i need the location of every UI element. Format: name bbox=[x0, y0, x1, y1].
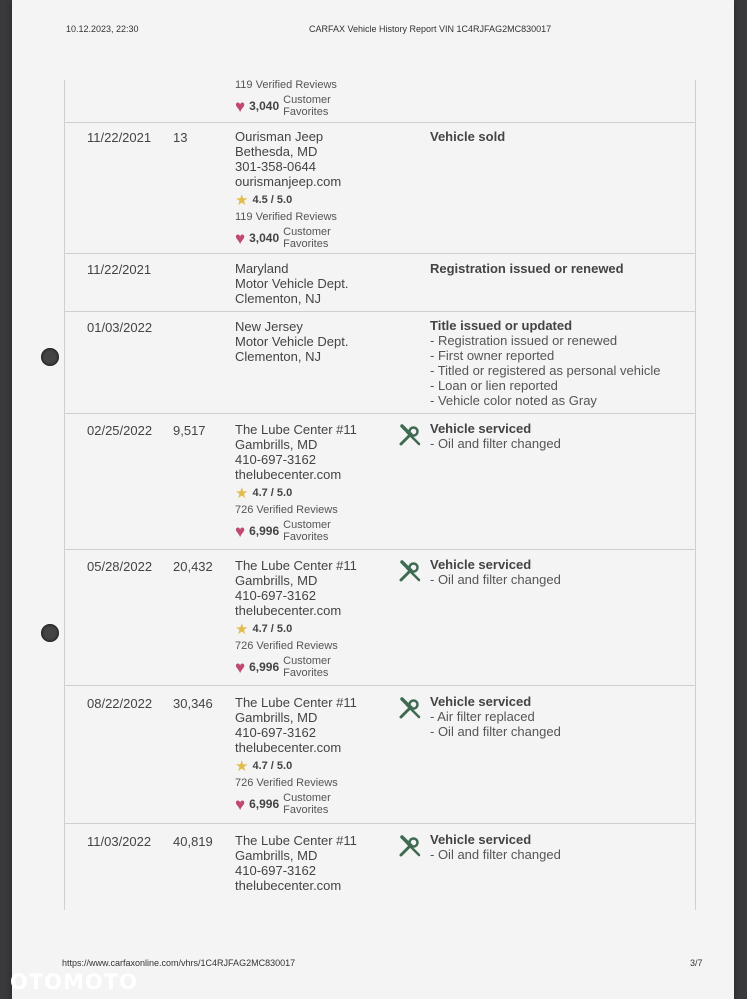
footer-url: https://www.carfaxonline.com/vhrs/1C4RJFAG2MC830017 bbox=[62, 958, 296, 968]
table-row bbox=[65, 122, 695, 254]
event-title: Title issued or updated bbox=[430, 318, 573, 333]
report-title: CARFAX Vehicle History Report VIN 1C4RJFAG2MC830017 bbox=[309, 24, 552, 34]
table-row-fragment bbox=[65, 80, 695, 123]
customer-favorites: ♥ 3,040 Customer Favorites bbox=[235, 94, 331, 118]
heart-icon: ♥ bbox=[235, 228, 246, 248]
record-source: New Jersey Motor Vehicle Dept. Clementon, NJ bbox=[235, 319, 349, 364]
record-details bbox=[430, 129, 505, 144]
wrench-screwdriver-icon bbox=[398, 834, 422, 858]
event-title: Vehicle serviced bbox=[430, 421, 532, 436]
record-date: 05/28/2022 bbox=[87, 559, 153, 574]
page-number: 3/7 bbox=[690, 958, 703, 968]
record-details: Vehicle serviced - Oil and filter changed bbox=[430, 832, 561, 862]
event-title: Vehicle serviced bbox=[430, 557, 532, 572]
verified-reviews: 726 Verified Reviews bbox=[235, 777, 338, 789]
record-odometer: 30,346 bbox=[173, 696, 213, 711]
event-title: Vehicle serviced bbox=[430, 832, 532, 847]
record-odometer: 9,517 bbox=[173, 423, 206, 438]
verified-reviews: 119 Verified Reviews bbox=[235, 79, 337, 91]
record-source: Ourisman Jeep Bethesda, MD 301-358-0644 ourismanjeep.com ★ 4.5 / 5.0 119 Verified Reviews ♥ 3,040 Customer Favorites bbox=[235, 129, 342, 250]
customer-favorites: ♥ 6,996 Customer Favorites bbox=[235, 792, 331, 816]
table-row bbox=[65, 253, 695, 312]
table-row bbox=[65, 311, 695, 414]
event-title: Vehicle sold bbox=[430, 129, 506, 144]
customer-favorites: ♥ 6,996 Customer Favorites bbox=[235, 655, 331, 679]
record-date: 11/22/2021 bbox=[87, 130, 152, 145]
record-source: Maryland Motor Vehicle Dept. Clementon, NJ bbox=[235, 261, 349, 306]
record-source: The Lube Center #11 Gambrills, MD 410-697-3162 thelubecenter.com bbox=[235, 833, 357, 893]
record-source: The Lube Center #11 Gambrills, MD 410-697-3162 thelubecenter.com ★ 4.7 / 5.0 726 Verified Reviews ♥ 6,996 Customer Favorites bbox=[235, 558, 357, 679]
record-details: Vehicle serviced - Oil and filter changed bbox=[430, 421, 561, 451]
table-row bbox=[65, 685, 695, 824]
verified-reviews: 726 Verified Reviews bbox=[235, 640, 338, 652]
record-source: The Lube Center #11 Gambrills, MD 410-697-3162 thelubecenter.com ★ 4.7 / 5.0 726 Verified Reviews ♥ 6,996 Customer Favorites bbox=[235, 422, 357, 543]
rating: ★ 4.7 / 5.0 bbox=[235, 758, 293, 775]
record-odometer: 40,819 bbox=[173, 834, 213, 849]
rating: ★ 4.7 / 5.0 bbox=[235, 485, 293, 502]
heart-icon: ♥ bbox=[235, 96, 246, 116]
record-date: 11/03/2022 bbox=[87, 834, 152, 849]
record-odometer: 13 bbox=[173, 130, 188, 145]
record-source: The Lube Center #11 Gambrills, MD 410-697-3162 thelubecenter.com ★ 4.7 / 5.0 726 Verified Reviews ♥ 6,996 Customer Favorites bbox=[235, 695, 357, 816]
wrench-screwdriver-icon bbox=[398, 696, 422, 720]
record-date: 01/03/2022 bbox=[87, 320, 153, 335]
record-odometer: 20,432 bbox=[173, 559, 213, 574]
table-row bbox=[65, 549, 695, 686]
punch-hole bbox=[41, 348, 59, 366]
star-icon: ★ bbox=[235, 758, 249, 775]
record-date: 11/22/2021 bbox=[87, 262, 152, 277]
table-row bbox=[65, 413, 695, 550]
customer-favorites: ♥ 6,996 Customer Favorites bbox=[235, 519, 331, 543]
history-table bbox=[64, 80, 696, 910]
record-details: Vehicle serviced - Air filter replaced - Oil and filter changed bbox=[430, 694, 561, 739]
event-title: Registration issued or renewed bbox=[430, 261, 624, 276]
verified-reviews: 119 Verified Reviews bbox=[235, 211, 337, 223]
record-details: Title issued or updated - Registration issued or renewed - First owner reported - Titled or registered as personal vehicle - Loan or lien reported - Vehicle color noted as Gray bbox=[430, 318, 661, 408]
wrench-screwdriver-icon bbox=[398, 423, 422, 447]
heart-icon: ♥ bbox=[235, 794, 246, 814]
print-datetime: 10.12.2023, 22:30 bbox=[66, 24, 139, 34]
record-date: 08/22/2022 bbox=[87, 696, 153, 711]
record-details: Vehicle serviced - Oil and filter changed bbox=[430, 557, 561, 587]
verified-reviews: 726 Verified Reviews bbox=[235, 504, 338, 516]
punch-hole bbox=[41, 624, 59, 642]
rating: ★ 4.5 / 5.0 bbox=[235, 192, 293, 209]
watermark-logo: OTOMOTO bbox=[10, 970, 138, 994]
heart-icon: ♥ bbox=[235, 657, 246, 677]
record-date: 02/25/2022 bbox=[87, 423, 153, 438]
rating: ★ 4.7 / 5.0 bbox=[235, 621, 293, 638]
star-icon: ★ bbox=[235, 485, 249, 502]
star-icon: ★ bbox=[235, 621, 249, 638]
heart-icon: ♥ bbox=[235, 521, 246, 541]
star-icon: ★ bbox=[235, 192, 249, 209]
record-details bbox=[430, 261, 624, 276]
customer-favorites: ♥ 3,040 Customer Favorites bbox=[235, 226, 331, 250]
report-page bbox=[12, 0, 734, 999]
event-title: Vehicle serviced bbox=[430, 694, 532, 709]
table-row bbox=[65, 823, 695, 910]
wrench-screwdriver-icon bbox=[398, 559, 422, 583]
